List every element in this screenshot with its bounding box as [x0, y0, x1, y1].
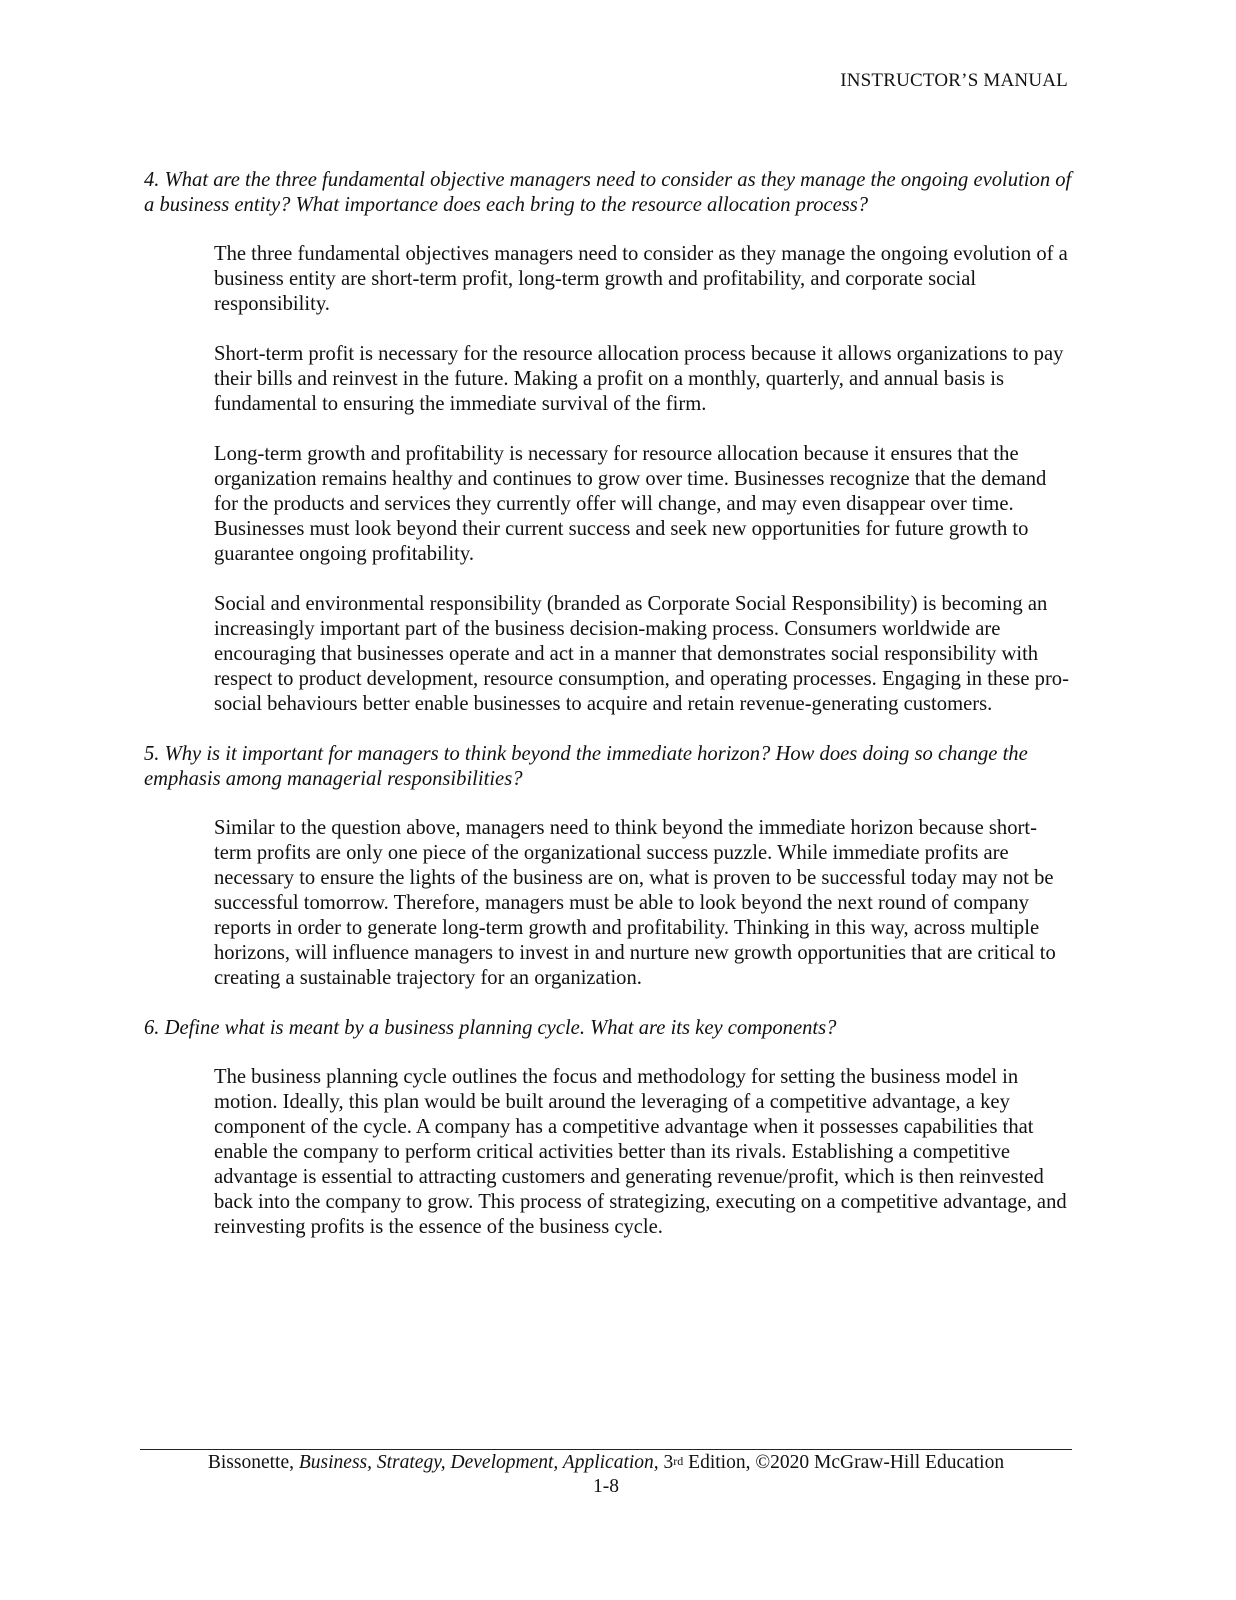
footer-citation [140, 1451, 1072, 1475]
document-body [144, 168, 1074, 1265]
page-number: 1-8 [593, 1476, 619, 1497]
footer-book-title: Business, Strategy, Development, Application, [298, 1452, 659, 1473]
footer-edition-number: 3 [658, 1452, 674, 1473]
footer-edition-rest: Edition, ©2020 McGraw-Hill Education [683, 1452, 1005, 1473]
answer-paragraph: The business planning cycle outlines the focus and methodology for setting the business model in motion. Ideally, this plan would be built around the leveraging of a competitive advantage, a key component of the cycle. A company has a competitive advantage when it possesses capabilities that enable the company to perform critical activities better than its rivals. Establishing a competitive advantage is essential to attracting customers and generating revenue/profit, which is then reinvested back into the company to grow. This process of strategizing, executing on a competitive advantage, and reinvesting profits is the essence of the business cycle. [214, 1066, 1067, 1238]
answer-paragraph: Short-term profit is necessary for the resource allocation process because it allows organizations to pay their bills and reinvest in the future. Making a profit on a monthly, quarterly, and annual basis is fundamental to ensuring the immediate survival of the firm. [214, 343, 1064, 415]
answer-paragraph: Social and environmental responsibility (branded as Corporate Social Responsibility) is becoming an increasingly important part of the business decision-making process. Consumers worldwide are encouraging that businesses operate and act in a manner that demonstrates social responsibility with respect to product development, resource consumption, and operating processes. Engaging in these pro-social behaviours better enable businesses to acquire and retain revenue-generating customers. [214, 593, 1069, 715]
running-header: INSTRUCTOR’S MANUAL [840, 70, 1068, 91]
answer-paragraph: Long-term growth and profitability is necessary for resource allocation because it ensures that the organization remains healthy and continues to grow over time. Businesses recognize that the demand for the products and services they currently offer will change, and may even disappear over time. Businesses must look beyond their current success and seek new opportunities for future growth to guarantee ongoing profitability. [214, 443, 1047, 565]
answer-4 [214, 242, 1074, 717]
question-5: 5. Why is it important for managers to think beyond the immediate horizon? How does doing so change the emphasis among managerial responsibilities? [144, 743, 1028, 790]
footer-author: Bissonette, [207, 1452, 299, 1473]
answer-5 [214, 816, 1074, 991]
question-6: 6. Define what is meant by a business planning cycle. What are its key components? [144, 1017, 837, 1039]
footer-divider [140, 1449, 1072, 1450]
answer-paragraph: Similar to the question above, managers need to think beyond the immediate horizon because short-term profits are only one piece of the organizational success puzzle. While immediate profits are necessary to ensure the lights of the business are on, what is proven to be successful today may not be successful tomorrow. Therefore, managers must be able to look beyond the next round of company reports in order to generate long-term growth and profitability. Thinking in this way, across multiple horizons, will influence managers to invest in and nurture new growth opportunities that are critical to creating a sustainable trajectory for an organization. [214, 817, 1056, 989]
footer-edition-suffix: rd [673, 1454, 684, 1468]
question-4: 4. What are the three fundamental objective managers need to consider as they manage the ongoing evolution of a business entity? What importance does each bring to the resource allocation process? [144, 169, 1072, 216]
page-footer [140, 1451, 1072, 1499]
answer-paragraph: The three fundamental objectives managers need to consider as they manage the ongoing evolution of a business entity are short-term profit, long-term growth and profitability, and corporate social responsibility. [214, 243, 1068, 315]
answer-6 [214, 1065, 1074, 1240]
